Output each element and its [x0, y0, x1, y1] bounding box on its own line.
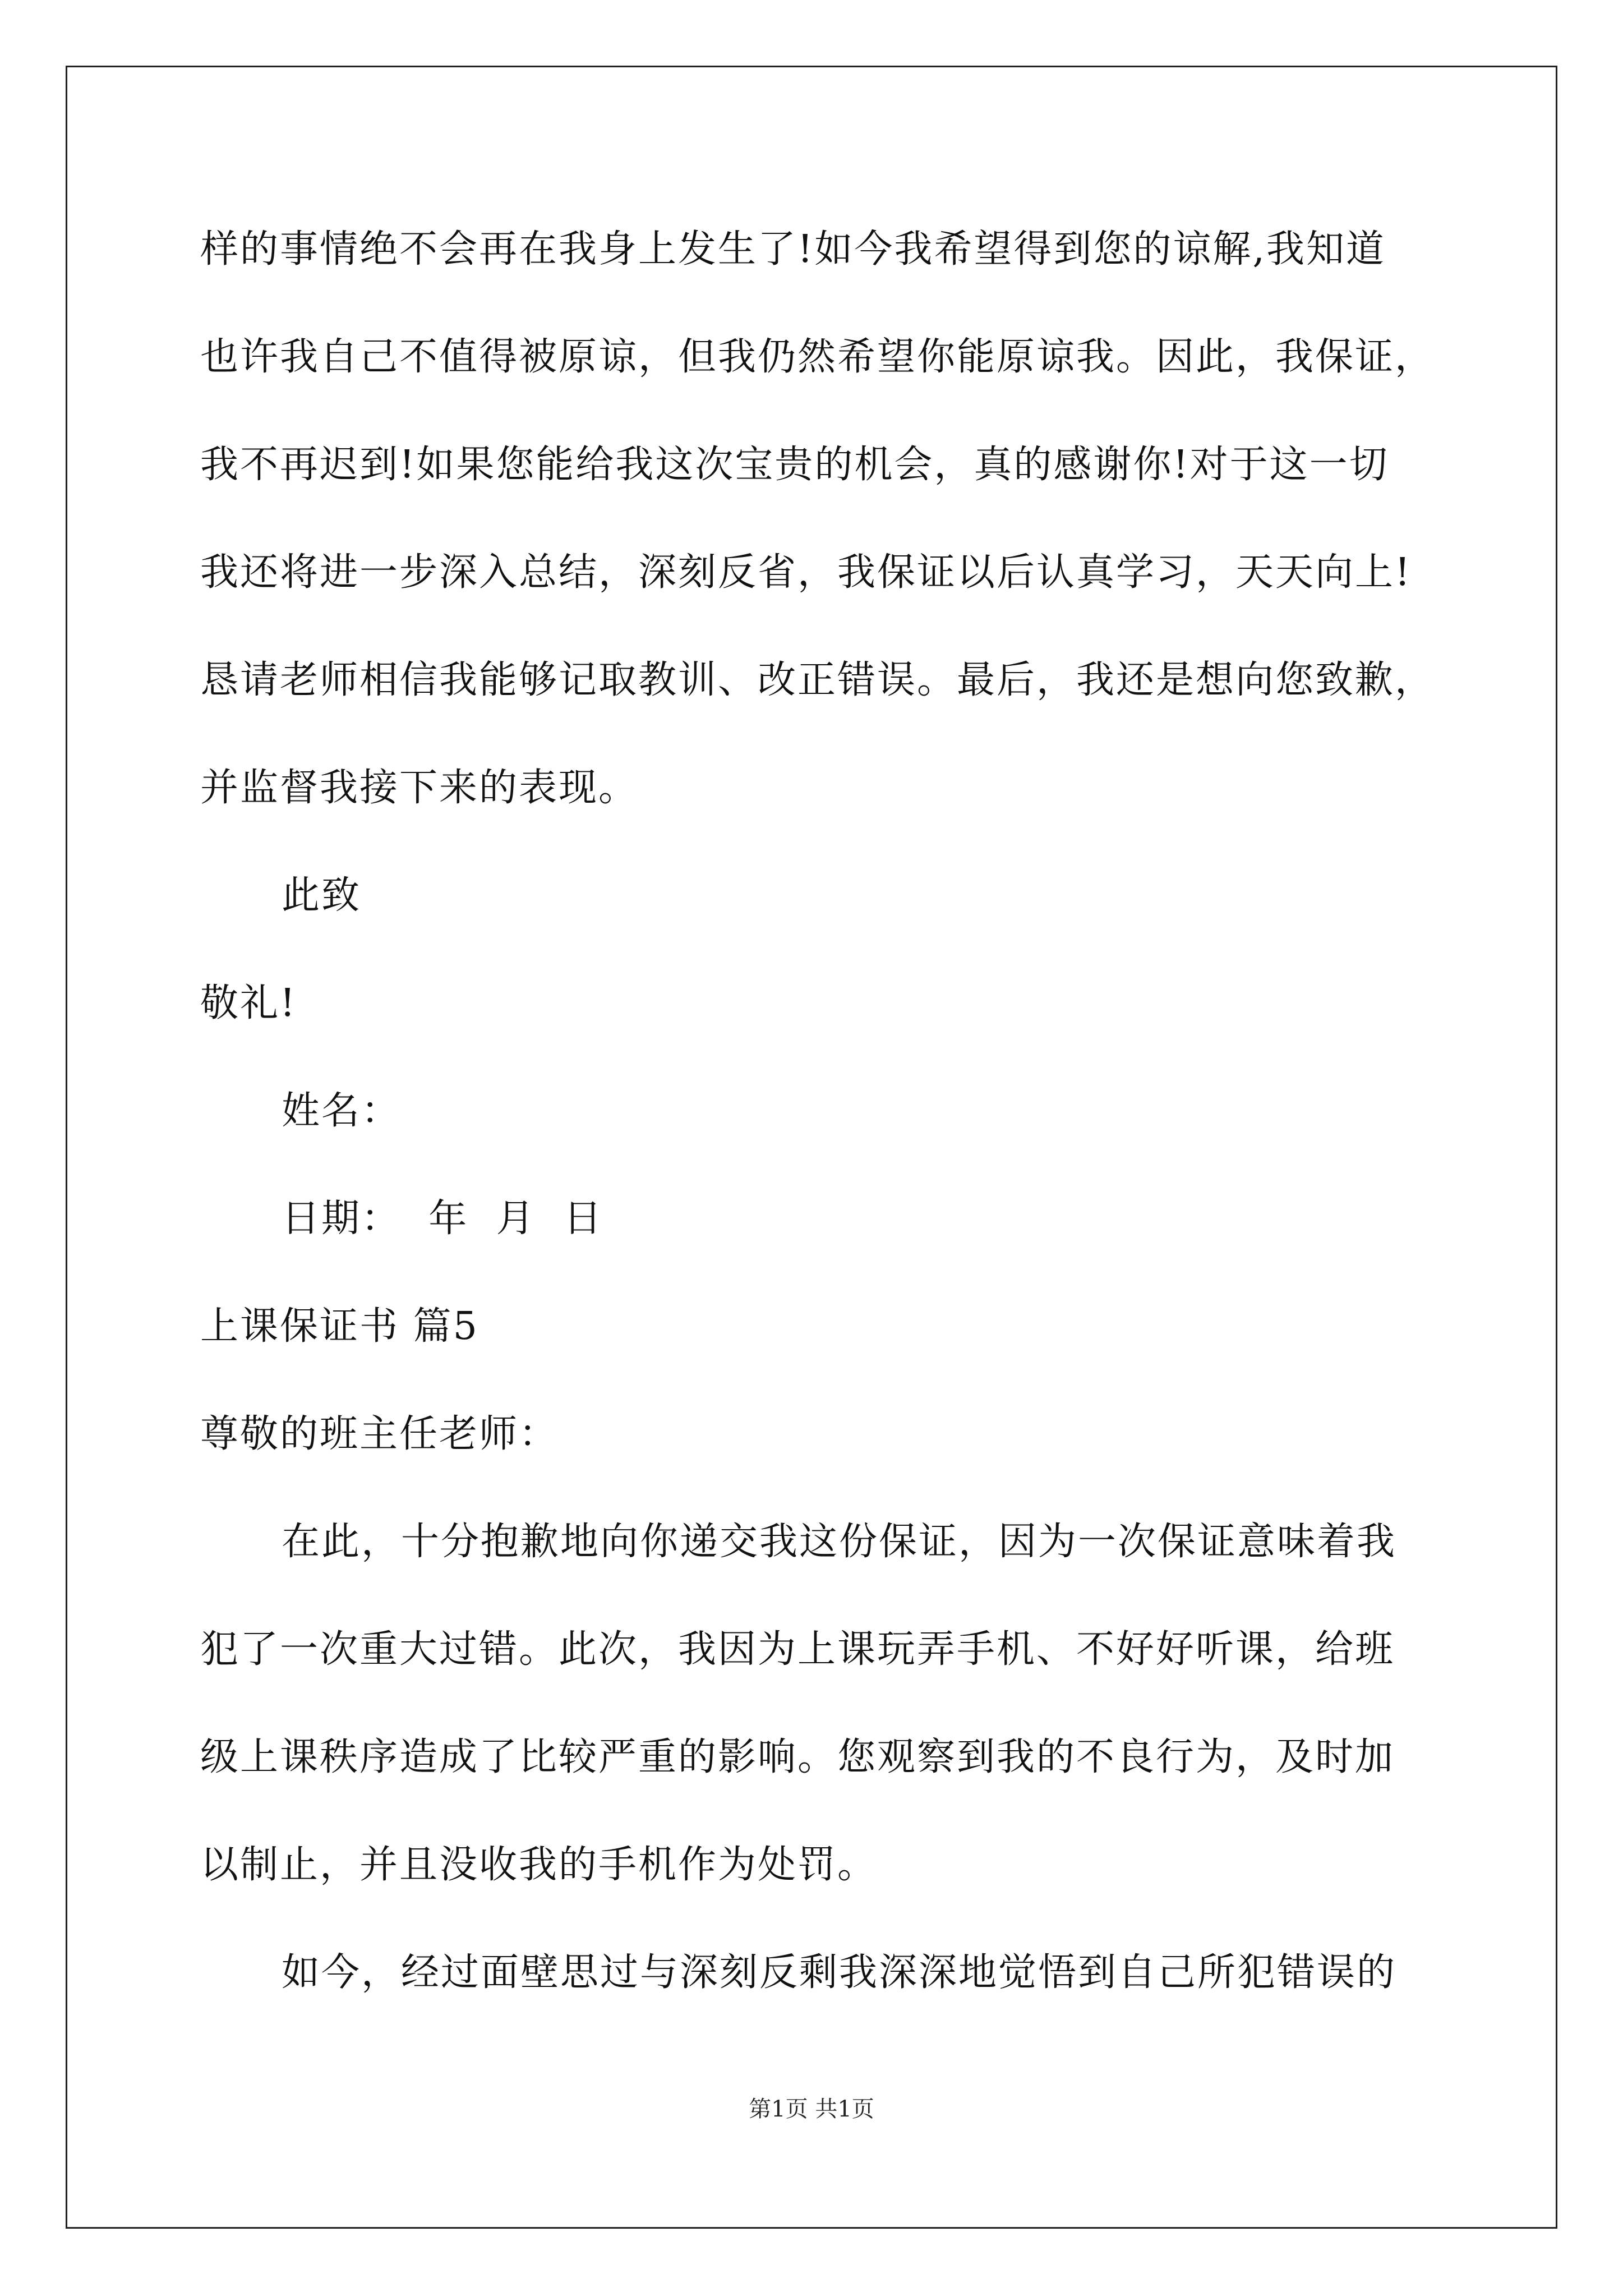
signature-date-label: 日期： 年 月 日 [282, 1197, 603, 1241]
section-heading: 上课保证书 篇5 [200, 1304, 479, 1349]
body-line-3: 我不再迟到!如果您能给我这次宝贵的机会，真的感谢你!对于这一切 [200, 443, 1389, 487]
signature-name-label: 姓名： [282, 1089, 402, 1133]
body-line-11: 如今，经过面壁思过与深刻反剩我深深地觉悟到自己所犯错误的 [282, 1950, 1397, 1995]
closing-respect: 敬礼! [200, 981, 297, 1025]
body-line-1: 样的事情绝不会再在我身上发生了!如今我希望得到您的谅解,我知道 [200, 227, 1386, 272]
body-line-7: 在此，十分抱歉地向你递交我这份保证，因为一次保证意味着我 [282, 1520, 1397, 1564]
page-border [66, 66, 1557, 2229]
page-footer: 第1页 共1页 [749, 2096, 874, 2122]
body-line-8: 犯了一次重大过错。此次，我因为上课玩弄手机、不好好听课，给班 [200, 1627, 1395, 1672]
body-line-5: 恳请老师相信我能够记取教训、改正错误。最后，我还是想向您致歉， [200, 658, 1435, 702]
body-line-9: 级上课秩序造成了比较严重的影响。您观察到我的不良行为，及时加 [200, 1735, 1395, 1779]
closing-salutation: 此致 [282, 873, 362, 918]
greeting: 尊敬的班主任老师： [200, 1412, 559, 1456]
body-line-6: 并监督我接下来的表现。 [200, 766, 639, 810]
body-line-2: 也许我自己不值得被原谅，但我仍然希望你能原谅我。因此，我保证， [200, 335, 1435, 379]
body-line-4: 我还将进一步深入总结，深刻反省，我保证以后认真学习，天天向上! [200, 550, 1412, 595]
body-line-10: 以制止，并且没收我的手机作为处罚。 [200, 1843, 878, 1887]
